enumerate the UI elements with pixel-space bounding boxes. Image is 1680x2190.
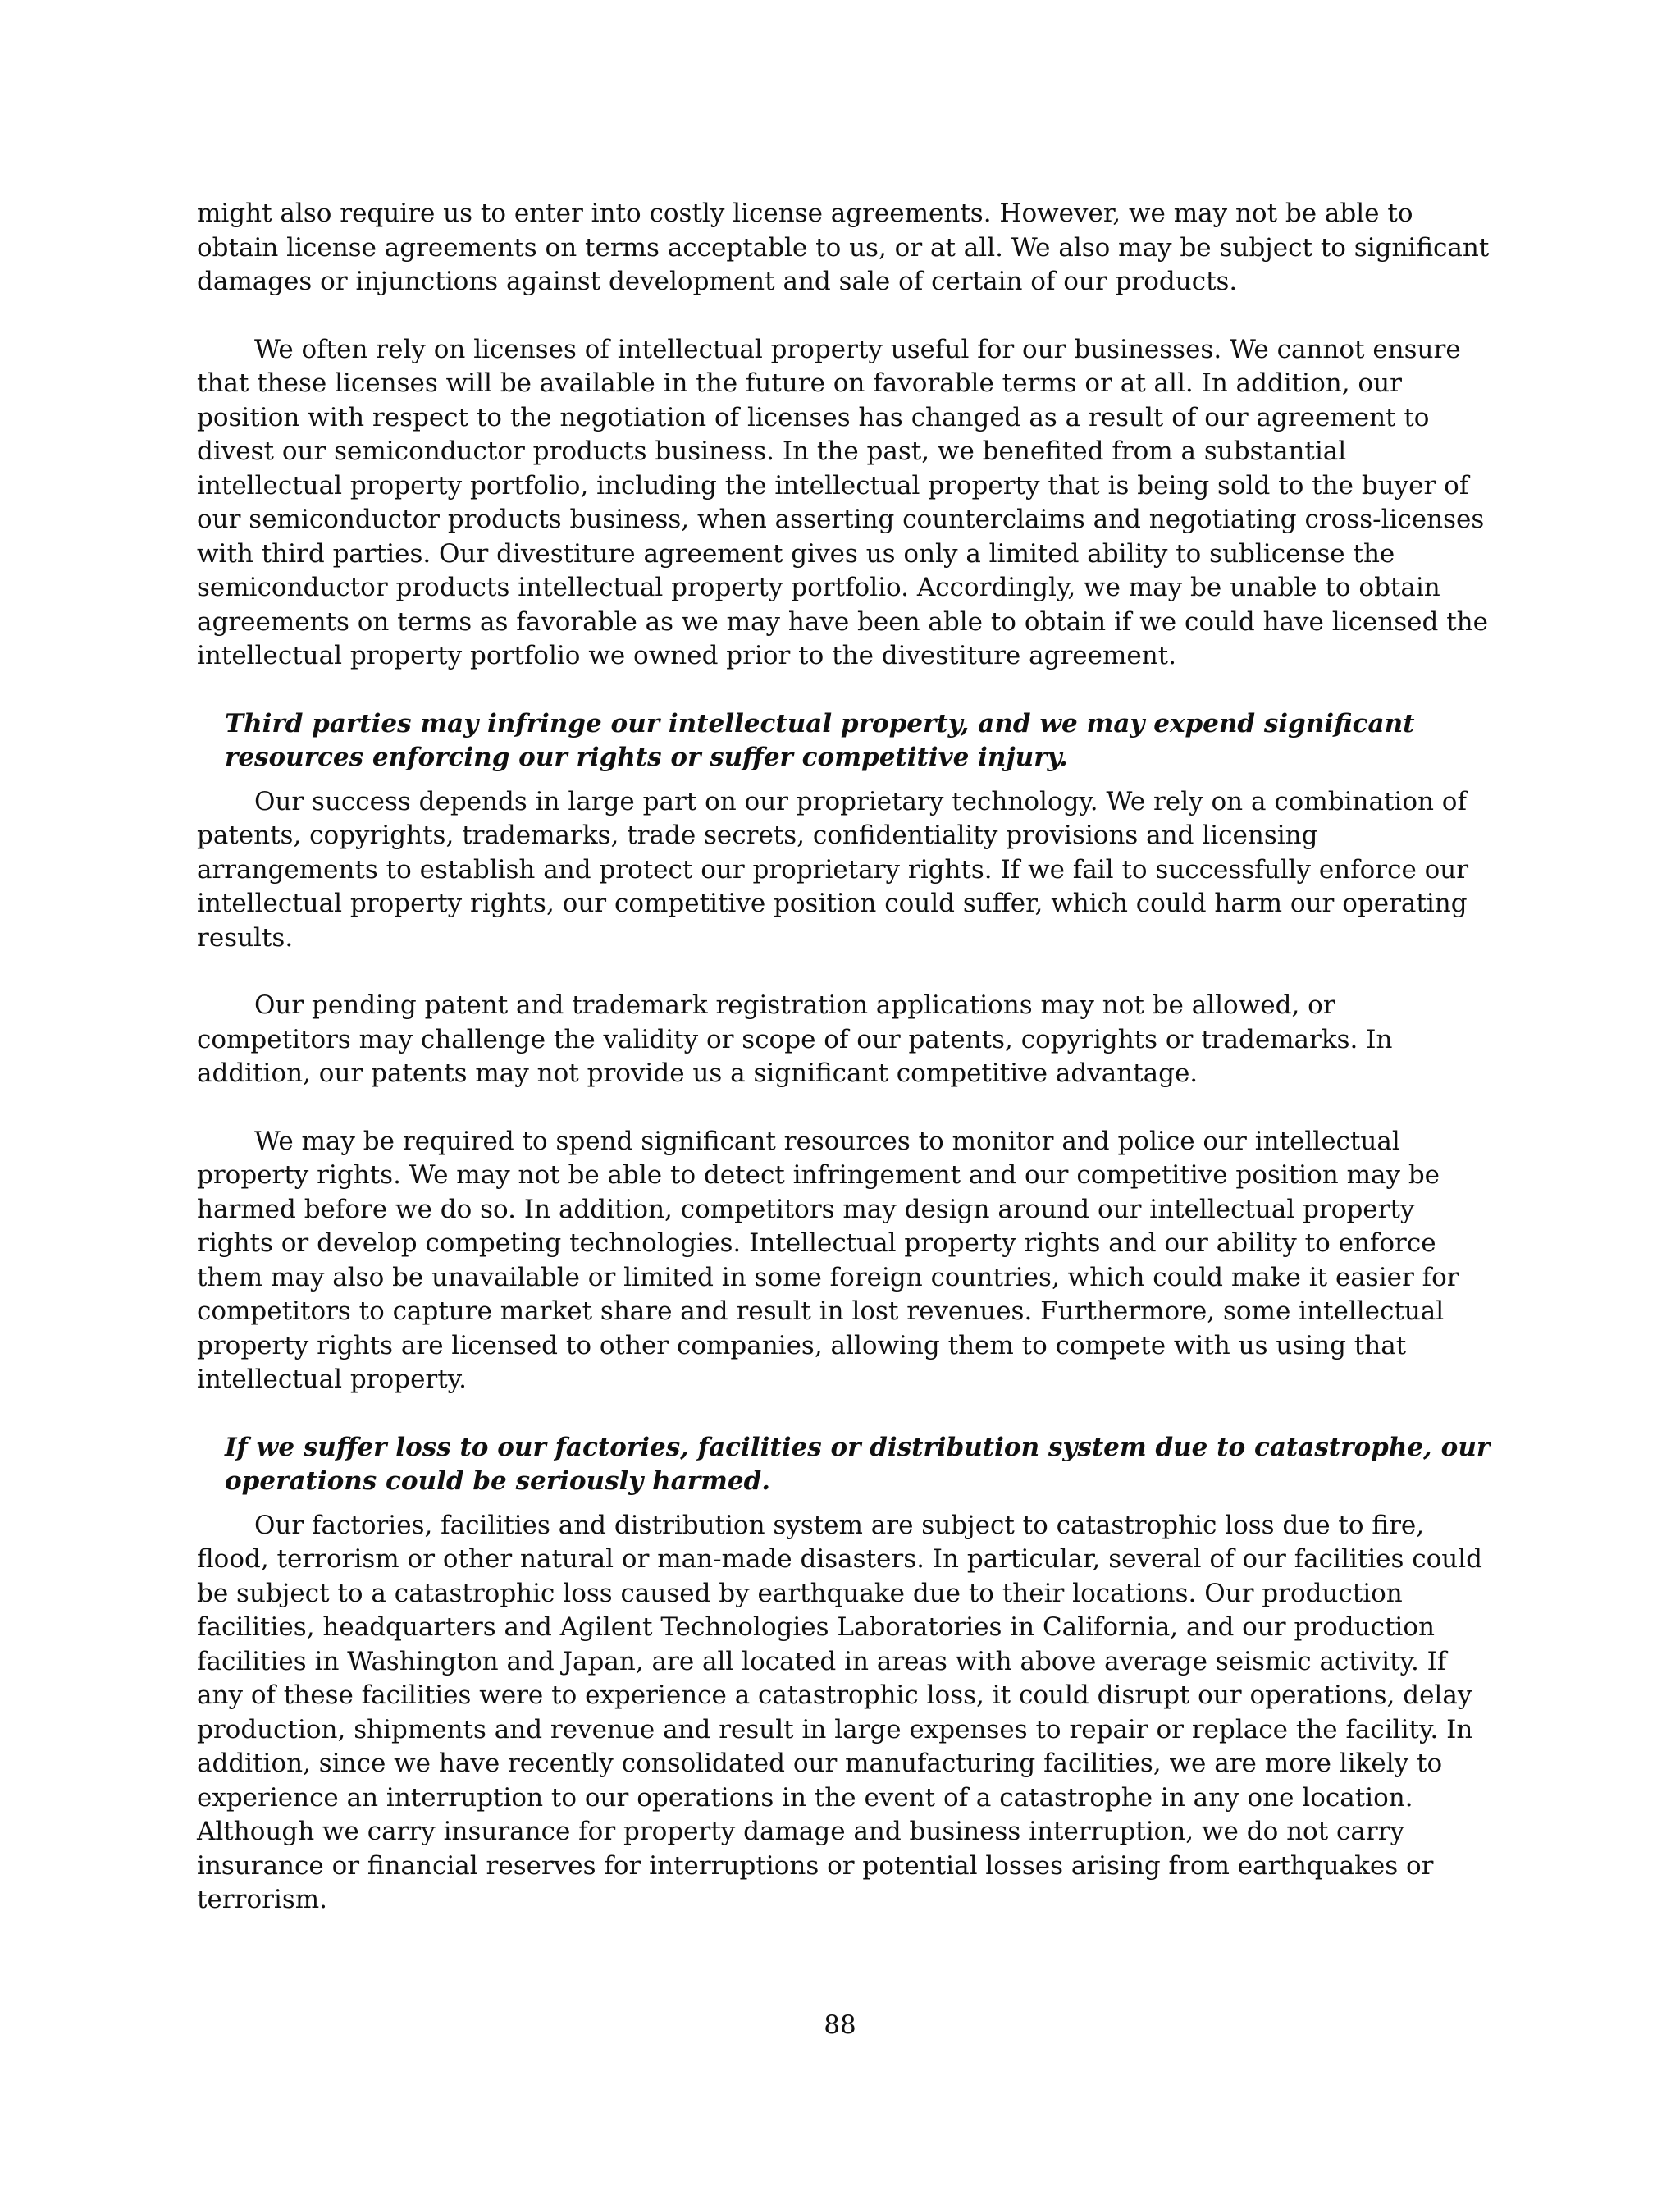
page-number: 88	[824, 2010, 856, 2040]
paragraph-pending-patents: Our pending patent and trademark registration applications may not be allowed, or competitors may challenge the validity or scope of our patents, copyrights or trademarks. In addition, our patents may not provide us a significant competitive advantage.	[197, 990, 1393, 1088]
document-body	[197, 197, 1496, 1918]
paragraph-license-agreements: might also require us to enter into costly license agreements. However, we may not be able to obtain license agreements on terms acceptable to us, or at all. We also may be subject to significant damages or injunctions against development and sale of certain of our products.	[197, 199, 1490, 296]
heading-third-party-infringement: Third parties may infringe our intellectual property, and we may expend significant resources enforcing our rights or suffer competitive injury.	[225, 708, 1415, 772]
paragraph-proprietary-technology: Our success depends in large part on our proprietary technology. We rely on a combination of patents, copyrights, trademarks, trade secrets, confidentiality provisions and licensing arrangements to establish and protect our proprietary rights. If we fail to successfully enforce our intellectual property rights, our competitive position could suffer, which could harm our operating results.	[197, 786, 1469, 953]
paragraph-monitor-police-rights: We may be required to spend significant resources to monitor and police our intellectual property rights. We may not be able to detect infringement and our competitive position may be harmed before we do so. In addition, competitors may design around our intellectual property rights or develop competing technologies. Intellectual property rights and our ability to enforce them may also be unavailable or limited in some foreign countries, which could make it easier for competitors to capture market share and result in lost revenues. Furthermore, some intellectual property rights are licensed to other companies, allowing them to compete with us using that intellectual property.	[197, 1126, 1459, 1394]
paragraph-catastrophic-loss: Our factories, facilities and distribution system are subject to catastrophic loss due to fire, flood, terrorism or other natural or man-made disasters. In particular, several of our facilities could be subject to a catastrophic loss caused by earthquake due to their locations. Our production facilities, headquarters and Agilent Technologies Laboratories in California, and our production facilities in Washington and Japan, are all located in areas with above average seismic activity. If any of these facilities were to experience a catastrophic loss, it could disrupt our operations, delay production, shipments and revenue and result in large expenses to repair or replace the facility. In addition, since we have recently consolidated our manufacturing facilities, we are more likely to experience an interruption to our operations in the event of a catastrophe in any one location. Although we carry insurance for property damage and business interruption, we do not carry insurance or financial reserves for interruptions or potential losses arising from earthquakes or terrorism.	[197, 1510, 1482, 1914]
heading-catastrophe-loss: If we suffer loss to our factories, facilities or distribution system due to catastrophe, our operations could be seriously harmed.	[225, 1432, 1491, 1496]
paragraph-reliance-on-licenses: We often rely on licenses of intellectual property useful for our businesses. We cannot ensure that these licenses will be available in the future on favorable terms or at all. In addition, our position with respect to the negotiation of licenses has changed as a result of our agreement to divest our semiconductor products business. In the past, we benefited from a substantial intellectual property portfolio, including the intellectual property that is being sold to the buyer of our semiconductor products business, when asserting counterclaims and negotiating cross-licenses with third parties. Our divestiture agreement gives us only a limited ability to sublicense the semiconductor products intellectual property portfolio. Accordingly, we may be unable to obtain agreements on terms as favorable as we may have been able to obtain if we could have licensed the intellectual property portfolio we owned prior to the divestiture agreement.	[197, 334, 1488, 670]
